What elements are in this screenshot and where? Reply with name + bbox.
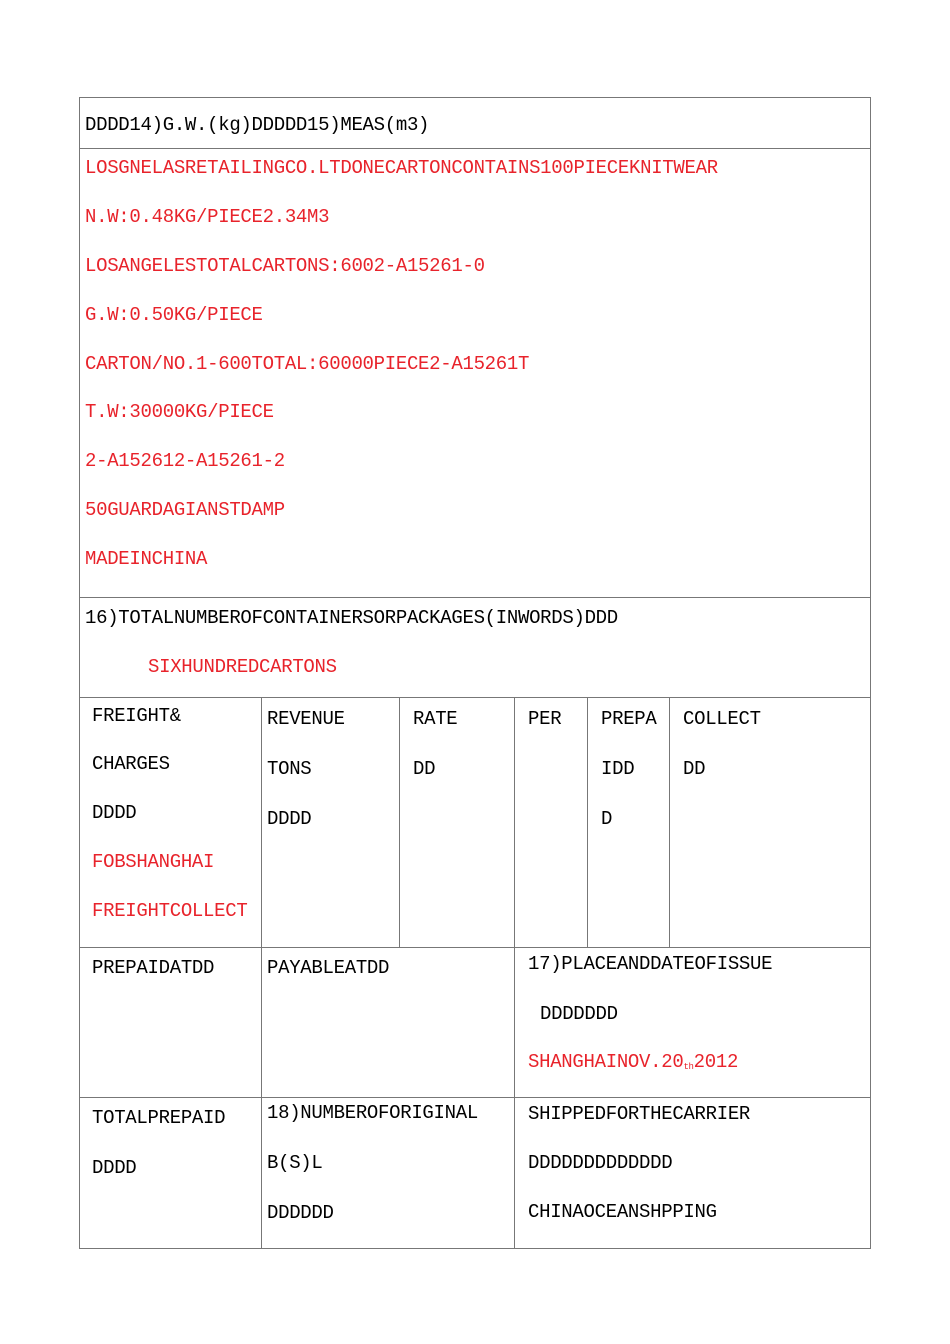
column-divider (399, 697, 400, 947)
total-packages-value: SIXHUNDREDCARTONS (148, 656, 337, 678)
rate-label: DD (413, 758, 436, 780)
carrier-name: CHINAOCEANSHPPING (528, 1201, 717, 1223)
place-date-sub: DDDDDDD (540, 1003, 618, 1025)
marks-line: T.W:30000KG/PIECE (85, 401, 274, 423)
marks-line: 2-A152612-A15261-2 (85, 450, 285, 472)
marks-line: G.W:0.50KG/PIECE (85, 304, 263, 326)
freight-charges-label: CHARGES (92, 753, 170, 775)
freight-charges-label: DDDD (92, 802, 137, 824)
revenue-tons-label: TONS (267, 758, 312, 780)
total-prepaid-label: TOTALPREPAID (92, 1107, 226, 1129)
marks-line: N.W:0.48KG/PIECE2.34M3 (85, 206, 330, 228)
column-divider (514, 947, 515, 1248)
freight-terms-value: FREIGHTCOLLECT (92, 900, 248, 922)
marks-line: CARTON/NO.1-600TOTAL:60000PIECE2-A15261T (85, 353, 530, 375)
marks-line: 50GUARDAGIANSTDAMP (85, 499, 285, 521)
row-divider (79, 947, 871, 948)
marks-line: MADEINCHINA (85, 548, 208, 570)
column-divider (587, 697, 588, 947)
freight-terms-value: FOBSHANGHAI (92, 851, 215, 873)
marks-line: LOSGNELASRETAILINGCO.LTDONECARTONCONTAINS100PIECEKNITWEAR (85, 157, 718, 179)
prepaid-label: D (601, 808, 613, 830)
collect-label: COLLECT (683, 708, 761, 730)
prepaid-label: IDD (601, 758, 635, 780)
row-divider (79, 697, 871, 698)
column-divider (514, 697, 515, 947)
originals-label: 18)NUMBEROFORIGINAL (267, 1102, 478, 1124)
column-divider (261, 947, 262, 1248)
row-divider (79, 148, 871, 149)
revenue-tons-label: DDDD (267, 808, 312, 830)
column-divider (261, 697, 262, 947)
revenue-tons-label: REVENUE (267, 708, 345, 730)
prepaid-at-label: PREPAIDATDD (92, 957, 215, 979)
payable-at-label: PAYABLEATDD (267, 957, 390, 979)
total-packages-label: 16)TOTALNUMBEROFCONTAINERSORPACKAGES(INWORDS)DDD (85, 607, 618, 629)
total-prepaid-sub: DDDD (92, 1157, 137, 1179)
prepaid-label: PREPA (601, 708, 657, 730)
row-divider (79, 1097, 871, 1098)
place-date-label: 17)PLACEANDDATEOFISSUE (528, 953, 773, 975)
originals-sub: DDDDDD (267, 1202, 334, 1224)
freight-charges-label: FREIGHT& (92, 705, 181, 727)
originals-label: B(S)L (267, 1152, 323, 1174)
collect-label: DD (683, 758, 706, 780)
row-divider (79, 597, 871, 598)
per-label: PER (528, 708, 562, 730)
weight-measure-label: DDDD14)G.W.(kg)DDDDD15)MEAS(m3) (85, 114, 430, 136)
column-divider (669, 697, 670, 947)
place-date-value: $SHANGHAINOV.20_{th}2012$ (528, 1051, 739, 1073)
rate-label: RATE (413, 708, 458, 730)
shipped-sub: DDDDDDDDDDDDD (528, 1152, 673, 1174)
shipped-label: SHIPPEDFORTHECARRIER (528, 1103, 751, 1125)
marks-line: LOSANGELESTOTALCARTONS:6002-A15261-0 (85, 255, 485, 277)
